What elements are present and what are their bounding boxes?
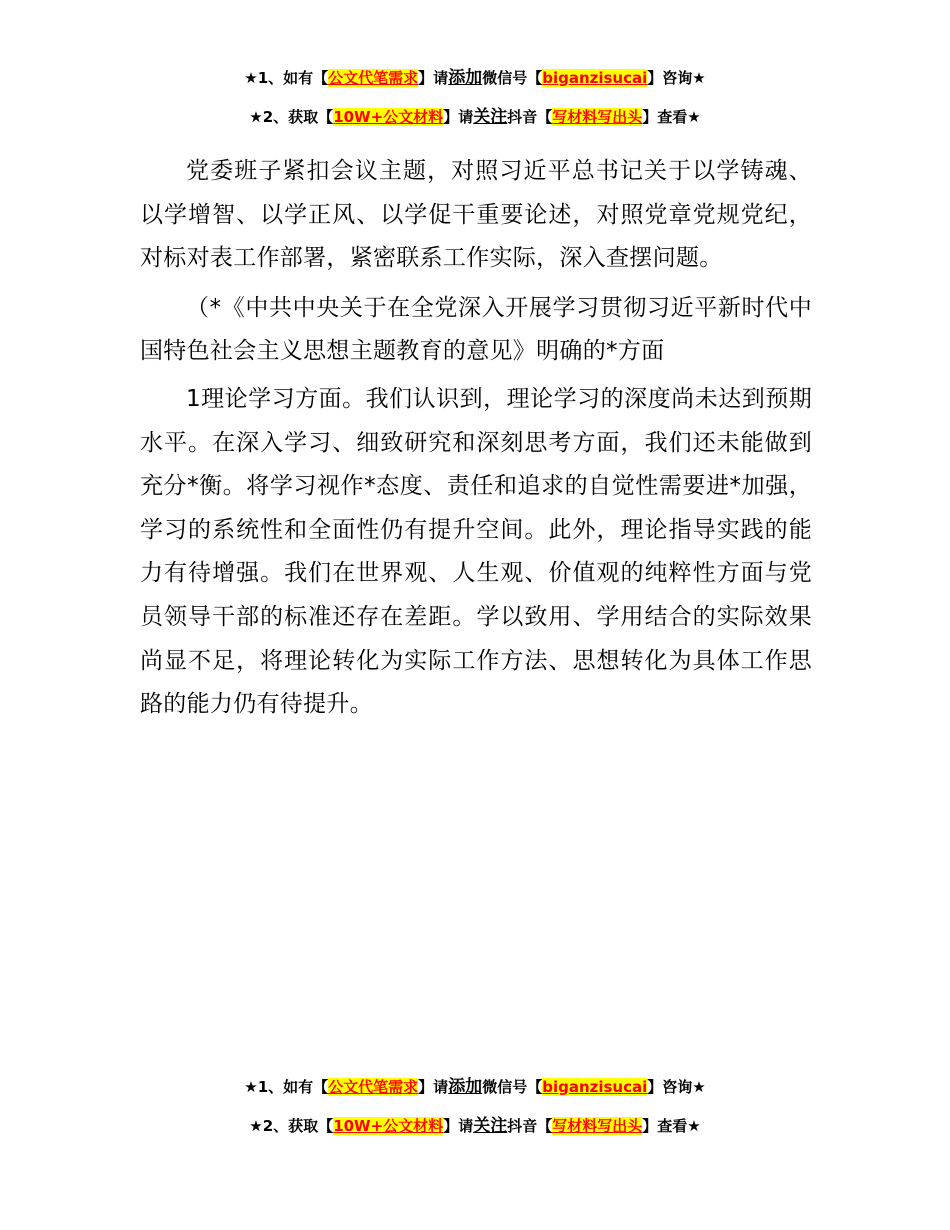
document-body [140, 150, 812, 727]
banner-prefix: ★2、获取【 [249, 1117, 334, 1135]
banner-suffix: 】咨询★ [647, 69, 706, 87]
banner-prefix: ★1、如有【 [244, 69, 329, 87]
banner-emphasis: 关注 [473, 107, 508, 127]
banner-text: 抖音【 [507, 108, 553, 126]
banner-highlight: 10W+公文材料 [333, 108, 444, 126]
banner-text: 微信号【 [482, 1078, 543, 1096]
banner-prefix: ★1、如有【 [244, 1078, 329, 1096]
banner-highlight: 公文代笔需求 [328, 69, 419, 87]
banner-text: 微信号【 [482, 69, 543, 87]
banner-text: 】请 [418, 69, 449, 87]
banner-highlight: 10W+公文材料 [333, 1117, 444, 1135]
banner-suffix: 】查看★ [642, 108, 701, 126]
banner-text: 抖音【 [507, 1117, 553, 1135]
banner-suffix: 】咨询★ [647, 1078, 706, 1096]
header-banner-line1 [0, 68, 950, 88]
banner-text: 】请 [418, 1078, 449, 1096]
banner-suffix: 】查看★ [642, 1117, 701, 1135]
paragraph-intro: 党委班子紧扣会议主题，对照习近平总书记关于以学铸魂、以学增智、以学正风、以学促干重要论述，对照党章党规党纪，对标对表工作部署，紧密联系工作实际，深入查摆问题。 [140, 158, 812, 272]
banner-emphasis: 添加 [448, 68, 483, 88]
banner-emphasis: 添加 [448, 1077, 483, 1097]
banner-highlight-wechat-id: biganzisucai [542, 1078, 648, 1096]
banner-text: 】请 [443, 108, 474, 126]
paragraph-reference: （*《中共中央关于在全党深入开展学习贯彻习近平新时代中国特色社会主义思想主题教育的意见》明确的*方面 [140, 294, 812, 365]
footer-banner-line1 [0, 1077, 950, 1097]
banner-emphasis: 关注 [473, 1116, 508, 1136]
banner-prefix: ★2、获取【 [249, 108, 334, 126]
banner-highlight-wechat-id: biganzisucai [542, 69, 648, 87]
banner-highlight: 公文代笔需求 [328, 1078, 419, 1096]
banner-highlight-douyin: 写材料写出头 [552, 1117, 643, 1135]
header-banner-line2 [0, 107, 950, 127]
banner-text: 】请 [443, 1117, 474, 1135]
footer-banner-line2 [0, 1116, 950, 1136]
banner-highlight-douyin: 写材料写出头 [552, 108, 643, 126]
paragraph-theory-study: 1理论学习方面。我们认识到，理论学习的深度尚未达到预期水平。在深入学习、细致研究和深刻思考方面，我们还未能做到充分*衡。将学习视作*态度、责任和追求的自觉性需要进*加强，学习的系统性和全面性仍有提升空间。此外，理论指导实践的能力有待增强。我们在世界观、人生观、价值观的纯粹性方面与党员领导干部的标准还存在差距。学以致用、学用结合的实际效果尚显不足，将理论转化为实际工作方法、思想转化为具体工作思路的能力仍有待提升。 [140, 385, 812, 718]
